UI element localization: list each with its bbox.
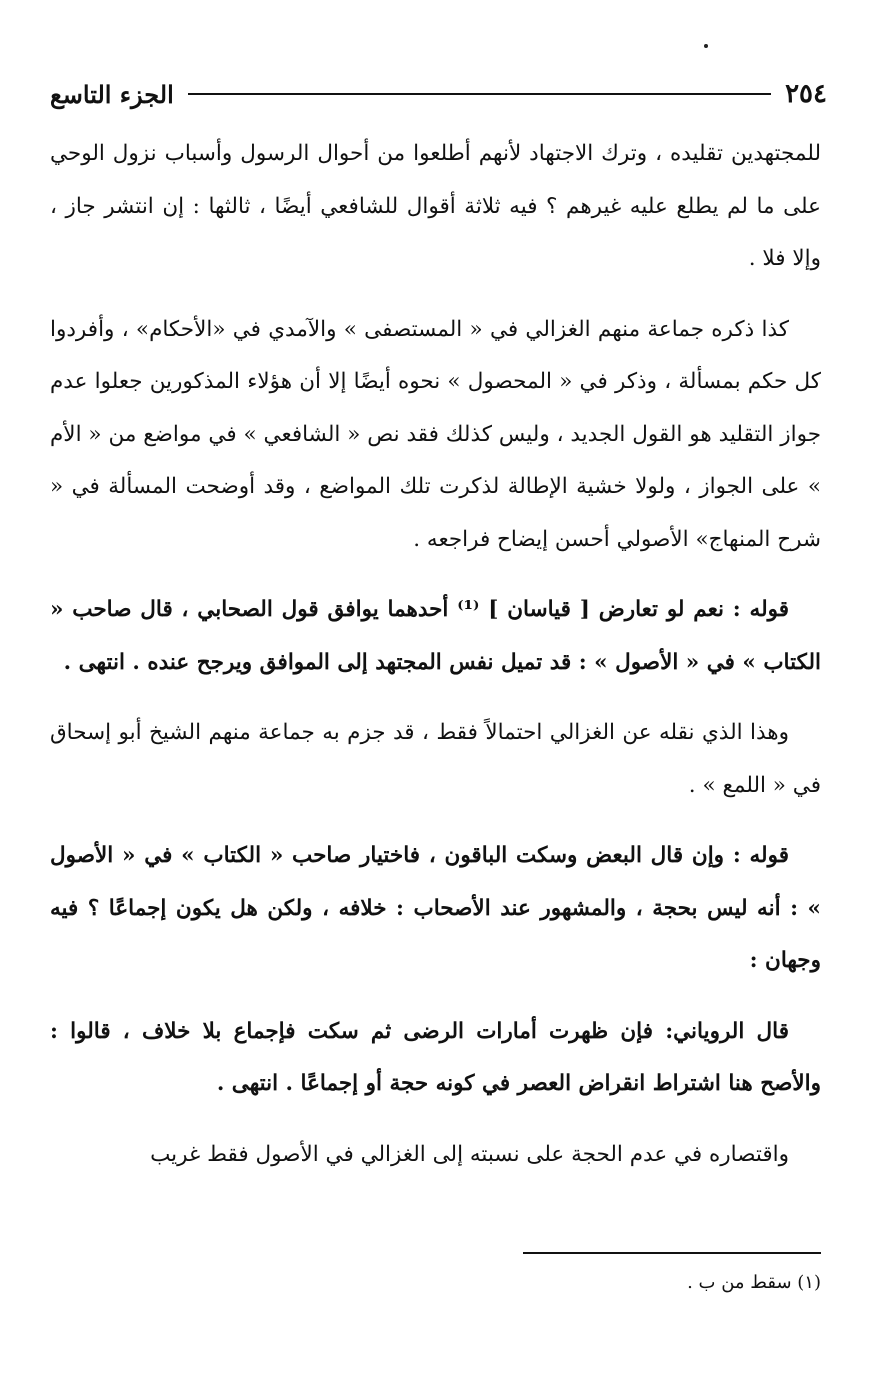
paragraph-1: للمجتهدين تقليده ، وترك الاجتهاد لأنهم أطلعوا من أحوال الرسول وأسباب نزول الوحي على ما لم يطلع عليه غيرهم ؟ فيه ثلاثة أقوال للشافعي أيضًا ، ثالثها : إن انتشر جاز ، وإلا فلا . bbox=[50, 141, 821, 271]
paragraph-7: واقتصاره في عدم الحجة على نسبته إلى الغزالي في الأصول فقط غريب bbox=[150, 1141, 789, 1167]
paragraph-2: كذا ذكره جماعة منهم الغزالي في « المستصفى » والآمدي في «الأحكام» ، وأفردوا كل حكم بمسألة ، وذكر في « المحصول » نحوه أيضًا إلا أن هؤلاء المذكورين جعلوا عدم جواز التقليد هو القول الجديد ، وليس كذلك فقد نص « الشافعي » في مواضع من « الأم » على الجواز ، ولولا خشية الإطالة لذكرت تلك المواضع ، وقد أوضحت المسألة في « شرح المنهاج» الأصولي أحسن إيضاح فراجعه . bbox=[50, 316, 821, 552]
footnote-rule bbox=[523, 1252, 821, 1254]
page-mark bbox=[704, 44, 708, 48]
paragraph-4: وهذا الذي نقله عن الغزالي احتمالاً فقط ، قد جزم به جماعة منهم الشيخ أبو إسحاق في « اللمع » . bbox=[50, 720, 821, 798]
paragraph-3-quote: قوله : نعم لو تعارض [ قياسان ] ⁽¹⁾ أحدهما يوافق قول الصحابي ، قال صاحب « الكتاب » في « الأصول » : قد تميل نفس المجتهد إلى الموافق ويرجح عنده . انتهى . bbox=[50, 597, 821, 675]
page-body bbox=[50, 128, 821, 1181]
header-rule bbox=[188, 93, 771, 95]
page-number: ٢٥٤ bbox=[785, 79, 827, 109]
page-header bbox=[50, 74, 827, 114]
footnote: (١) سقط من ب . bbox=[687, 1272, 821, 1293]
paragraph-6-quote: قال الروياني: فإن ظهرت أمارات الرضى ثم سكت فإجماع بلا خلاف ، قالوا : والأصح هنا اشتراط انقراض العصر في كونه حجة أو إجماعًا . انتهى . bbox=[50, 1018, 821, 1096]
paragraph-5-quote: قوله : وإن قال البعض وسكت الباقون ، فاختيار صاحب « الكتاب » في « الأصول » : أنه ليس بحجة ، والمشهور عند الأصحاب : خلافه ، ولكن هل يكون إجماعًا ؟ فيه وجهان : bbox=[50, 843, 821, 973]
chapter-title: الجزء التاسع bbox=[50, 79, 174, 109]
